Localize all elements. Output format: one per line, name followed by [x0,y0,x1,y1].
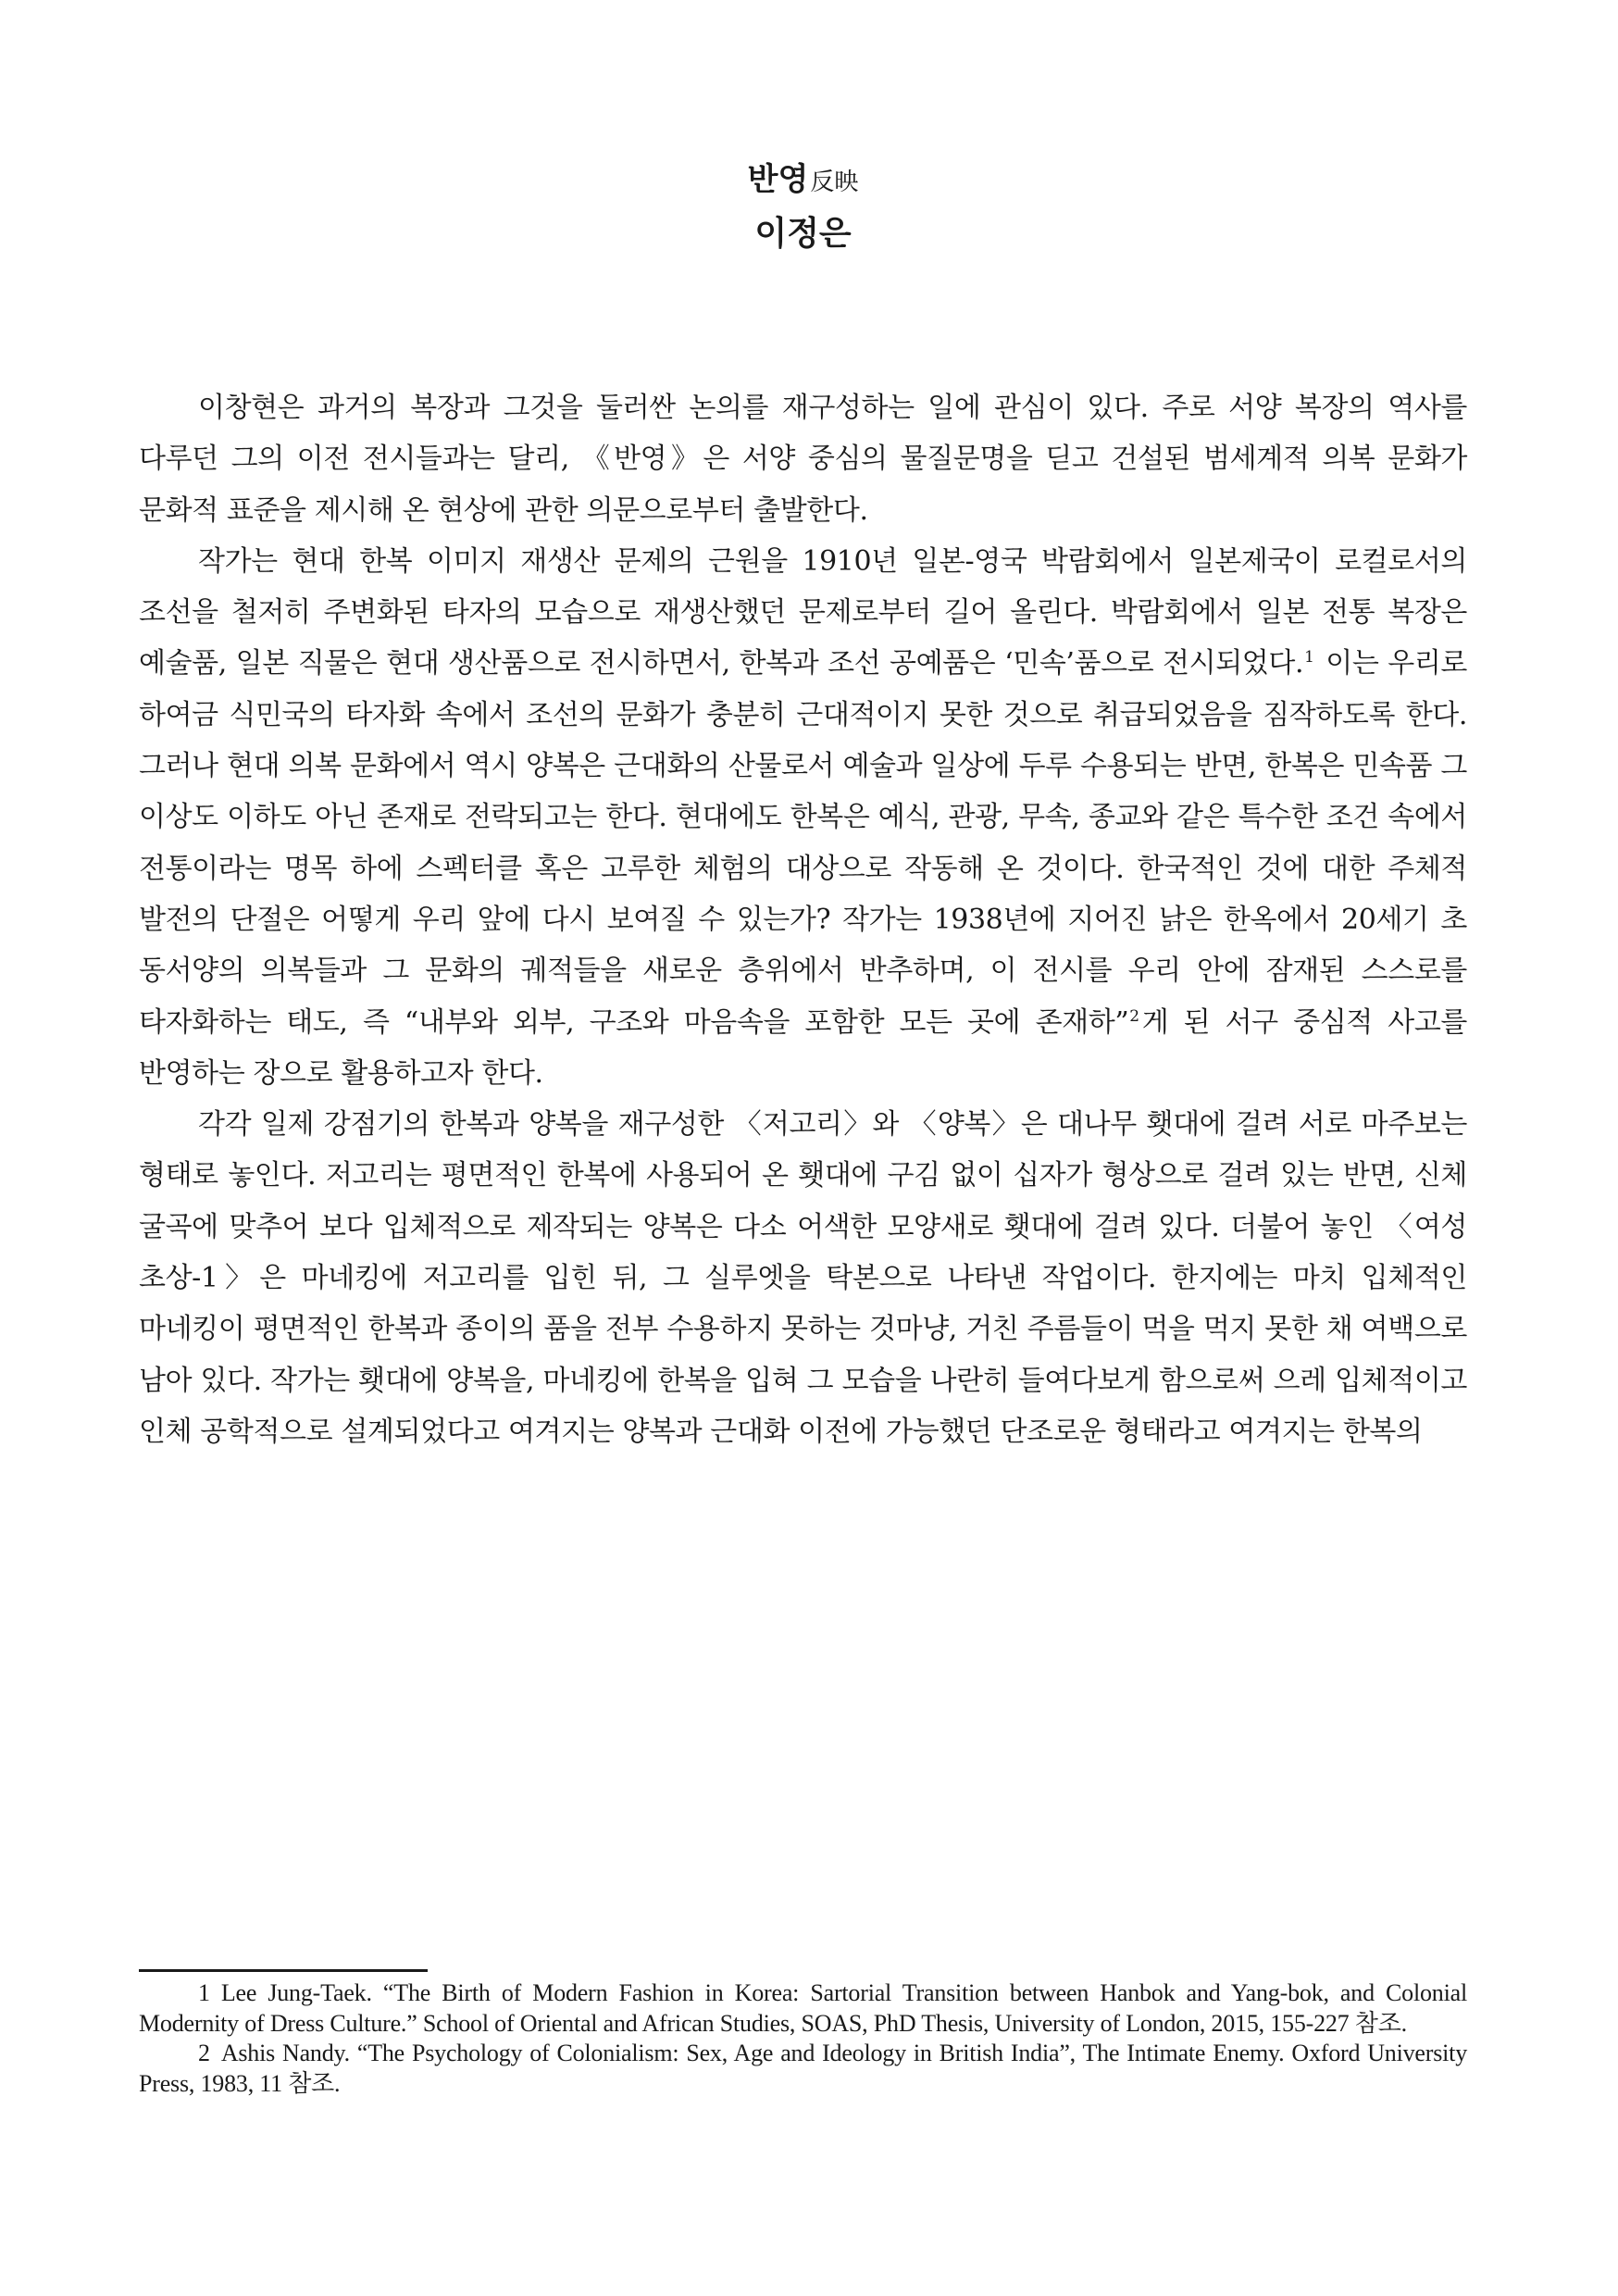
footnote-2 [139,2039,1467,2099]
document-page [139,0,1467,2296]
paragraph-1: 이창현은 과거의 복장과 그것을 둘러싼 논의를 재구성하는 일에 관심이 있다. 주로 서양 복장의 역사를 다루던 그의 이전 전시들과는 달리, 《반영》은 서양 중심의 물질문명을 딛고 건설된 범세계적 의복 문화가 문화적 표준을 제시해 온 현상에 관한 의문으로부터 출발한다. [139,392,1467,527]
paragraph-3: 각각 일제 강점기의 한복과 양복을 재구성한 〈저고리〉와 〈양복〉은 대나무 횃대에 걸려 서로 마주보는 형태로 놓인다. 저고리는 평면적인 한복에 사용되어 온 횃대에 구김 없이 십자가 형상으로 걸려 있는 반면, 신체 굴곡에 맞추어 보다 입체적으로 제작되는 양복은 다소 어색한 모양새로 횃대에 걸려 있다. 더불어 놓인 〈여성 초상-1〉은 마네킹에 저고리를 입힌 뒤, 그 실루엣을 탁본으로 나타낸 작업이다. 한지에는 마치 입체적인 마네킹이 평면적인 한복과 종이의 품을 전부 수용하지 못하는 것마냥, 거친 주름들이 먹을 먹지 못한 채 여백으로 남아 있다. 작가는 횃대에 양복을, 마네킹에 한복을 입혀 그 모습을 나란히 들여다보게 함으로써 으레 입체적이고 인체 공학적으로 설계되었다고 여겨지는 양복과 근대화 이전에 가능했던 단조로운 형태라고 여겨지는 한복의 [139,1108,1467,1448]
footnotes [139,1978,1467,2099]
footnote-number: 2 [198,2040,210,2066]
footnote-divider [139,1969,428,1972]
body-text [139,382,1467,1457]
footnote-text: Lee Jung-Taek. “The Birth of Modern Fashion in Korea: Sartorial Transition between Hanbok and Yang-bok, and Colonial Modernity of Dress Culture.” School of Oriental and African Studies, SOAS, PhD Thesis, University of London, 2015, 155-227 참조. [139,1979,1467,2037]
footnote-ref-1[interactable]: 1 [1304,648,1314,668]
title-main: 반영 [747,161,809,198]
title-block [139,156,1467,262]
footnote-1 [139,1978,1467,2039]
author-name: 이정은 [754,215,852,253]
title-hanja: 反映 [810,168,859,196]
footnote-text: Ashis Nandy. “The Psychology of Colonialism: Sex, Age and Ideology in British India”, The Intimate Enemy. Oxford University Press, 1983, 11 참조. [139,2040,1467,2097]
essay-title [139,156,1467,206]
paragraph-2: 작가는 현대 한복 이미지 재생산 문제의 근원을 1910년 일본-영국 박람회에서 일본제국이 로컬로서의 조선을 철저히 주변화된 타자의 모습으로 재생산했던 문제로부터 길어 올린다. 박람회에서 일본 전통 복장은 예술품, 일본 직물은 현대 생산품으로 전시하면서, 한복과 조선 공예품은 ‘민속’품으로 전시되었다.$^1$ 이는 우리로 하여금 식민국의 타자화 속에서 조선의 문화가 충분히 근대적이지 못한 것으로 취급되었음을 짐작하도록 한다. 그러나 현대 의복 문화에서 역시 양복은 근대화의 산물로서 예술과 일상에 두루 수용되는 반면, 한복은 민속품 그 이상도 이하도 아닌 존재로 전락되고는 한다. 현대에도 한복은 예식, 관광, 무속, 종교와 같은 특수한 조건 속에서 전통이라는 명목 하에 스펙터클 혹은 고루한 체험의 대상으로 작동해 온 것이다. 한국적인 것에 대한 주체적 발전의 단절은 어떻게 우리 앞에 다시 보여질 수 있는가? 작가는 1938년에 지어진 낡은 한옥에서 20세기 초 동서양의 의복들과 그 문화의 궤적들을 새로운 층위에서 반추하며, 이 전시를 우리 안에 잠재된 스스로를 타자화하는 태도, 즉 “내부와 외부, 구조와 마음속을 포함한 모든 곳에 존재하”$^2$ 게 된 서구 중심적 사고를 반영하는 장으로 활용하고자 한다. [139,544,1467,1090]
footnote-ref-2[interactable]: 2 [1129,1006,1139,1026]
footnote-number: 1 [198,1979,210,2006]
